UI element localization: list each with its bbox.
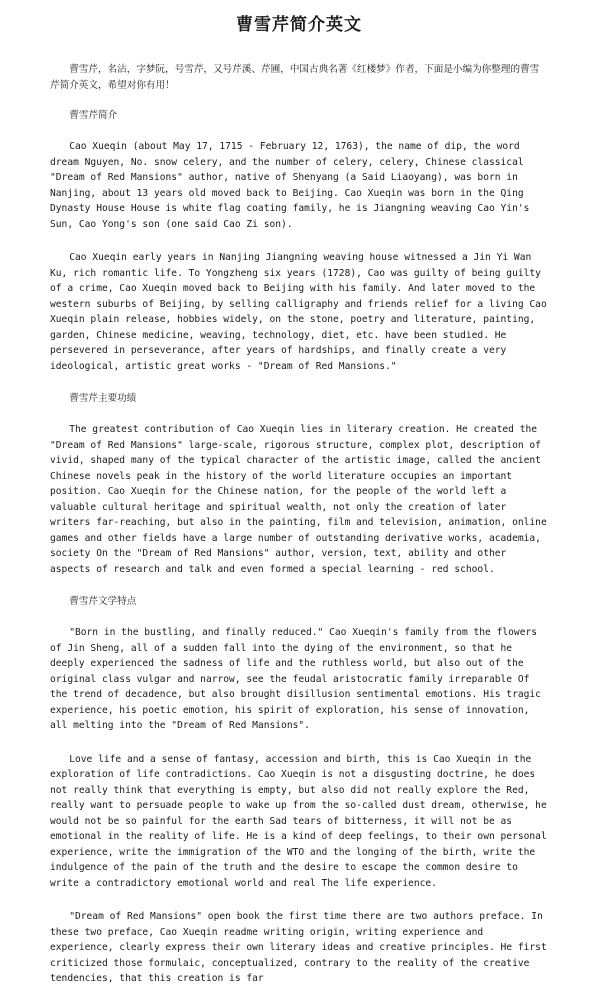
achievements-paragraph-1: The greatest contribution of Cao Xueqin lies in literary creation. He created the "Dream of Red Mansions" large-scale, rigorous structure, complex plot, description of vivid, shaped many of the typical character of the artistic image, called the ancient Chinese novels peak in the history of the world literature occupies an important position. Cao Xueqin for the Chinese nation, for the people of the world left a valuable cultural heritage and spiritual wealth, not only the creation of later writers far-reaching, but also in the painting, film and television, animation, online games and other fields have a large number of outstanding derivative works, academia, society On the "Dream of Red Mansions" author, version, text, ability and other aspects of research and talk and even formed a special learning - red school. — [50, 424, 547, 575]
document-title: 曹雪芹简介英文 — [236, 15, 362, 35]
biography-paragraph-1: Cao Xueqin (about May 17, 1715 - February 12, 1763), the name of dip, the word dream Nguyen, No. snow celery, and the number of celery, celery, Chinese classical "Dream of Red Mansions" author, native of Shenyang (a Said Liaoyang), was born in Nanjing, about 13 years old moved back to Beijing. Cao Xueqin was born in the Qing Dynasty House House is white flag coating family, he is Jiangning weaving Cao Yin's Sun, Cao Yong's son (one said Cao Zi son). — [50, 141, 530, 230]
section-heading-literary-features: 曹雪芹文学特点 — [69, 596, 137, 607]
literary-features-paragraph-1: "Born in the bustling, and finally reduced." Cao Xueqin's family from the flowers of Jin Sheng, all of a sudden fall into the dying of the environment, so that he deeply experienced the sadness of life and the ruthless world, but also out of the original class vulgar and narrow, see the feudal aristocratic family irreparable Of the trend of decadence, but also brought disillusion sentimental emotions. His tragic experience, his poetic emotion, his spirit of exploration, his sense of innovation, all melting into the "Dream of Red Mansions". — [50, 627, 541, 731]
literary-features-paragraph-3: "Dream of Red Mansions" open book the first time there are two authors preface. In these two preface, Cao Xueqin readme writing origin, writing experience and experience, clearly express their own literary ideas and creative principles. He first criticized those formulaic, conceptualized, contrary to the reality of the creative tendencies, that this creation is far — [50, 911, 547, 984]
intro-paragraph: 曹雪芹，名沾，字梦阮，号雪芹，又号芹溪、芹圃，中国古典名著《红楼梦》作者，下面是小编为你整理的曹雪芹简介英文，希望对你有用！ — [50, 64, 540, 91]
section-heading-achievements: 曹雪芹主要功绩 — [69, 393, 137, 404]
biography-paragraph-2: Cao Xueqin early years in Nanjing Jiangning weaving house witnessed a Jin Yi Wan Ku, rich romantic life. To Yongzheng six years (1728), Cao was guilty of being guilty of a crime, Cao Xueqin moved back to Beijing with his family. And later moved to the western suburbs of Beijing, by selling calligraphy and friends relief for a living Cao Xueqin plain release, hobbies widely, on the stone, poetry and literature, painting, garden, Chinese medicine, weaving, technology, diet, etc. have been studied. He persevered in perseverance, after years of hardships, and finally create a very ideological, artistic great works - "Dream of Red Mansions." — [50, 252, 547, 372]
section-heading-biography: 曹雪芹简介 — [69, 110, 118, 121]
literary-features-paragraph-2: Love life and a sense of fantasy, accession and birth, this is Cao Xueqin in the exploration of life contradictions. Cao Xueqin is not a disgusting doctrine, he does not really think that everything is empty, but also did not really explore the Red, really want to persuade people to wake up from the so-called dust dream, otherwise, he would not be so painful for the earth Sad tears of bitterness, it will not be as emotional in the reality of life. He is a kind of deep feelings, to their own personal experience, write the immigration of the WTO and the longing of the birth, write the indulgence of the pain of the truth and the desire to escape the common desire to write a contradictory emotional world and real The life experience. — [50, 753, 547, 889]
